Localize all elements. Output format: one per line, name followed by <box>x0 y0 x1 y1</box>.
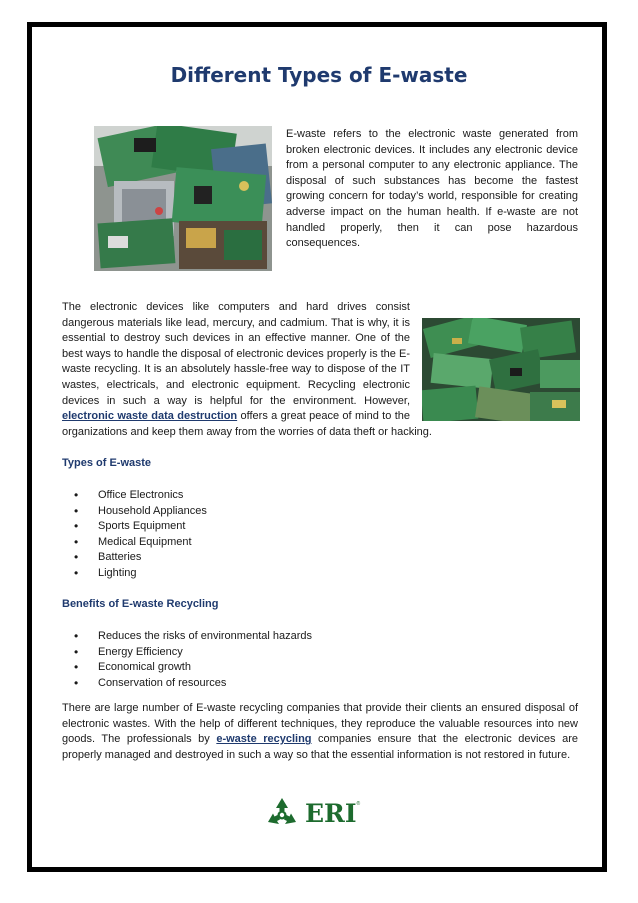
list-item: • Office Electronics <box>62 488 207 504</box>
types-list <box>62 488 207 582</box>
list-item: • Economical growth <box>62 660 312 676</box>
e-waste-recycling-link[interactable]: e-waste recycling <box>216 733 312 746</box>
list-item: • Household Appliances <box>62 504 207 520</box>
electronic-waste-data-destruction-link[interactable]: electronic waste data destruction <box>62 410 238 423</box>
benefits-list <box>62 629 312 691</box>
body-paragraph-companies: There are large number of E-waste recycling companies that provide their clients an ensured disposal of electronic wastes. With the help of different techniques, they reproduce the valuable resources into new goods. The professionals by e-waste recycling companies ensure that the electronic devices are properly managed and destroyed in such a way so that the essential information is not restored in future. <box>62 702 578 761</box>
types-heading: Types of E-waste <box>62 457 152 469</box>
intro-paragraph: E-waste refers to the electronic waste generated from broken electronic devices. It includes any electronic device from a personal computer to any electronic appliance. The disposal of such substances has become the fastest growing concern for today’s world, responsible for creating adverse impact on the human health. If e-waste are not handled properly, then it can pose hazardous consequences. <box>286 128 578 250</box>
body-paragraph-materials: The electronic devices like computers and hard drives consist dangerous materials like lead, mercury, and cadmium. That is why, it is essential to destroy such devices in an effective manner. One of the best ways to handle the disposal of electronic devices properly is the E-waste recycling. It is an absolutely hassle-free way to dispose of the IT wastes, electricals, and electronic equipment. Recycling electronic devices in such a way is helpful for the environment. However, electronic waste data destruction offers a great peace of mind to the organizations and keep them away from the worries of data theft or hacking. <box>62 301 432 438</box>
list-item: • Medical Equipment <box>62 535 207 551</box>
logo-text: ERI <box>305 798 357 828</box>
list-item: • Conservation of resources <box>62 676 312 692</box>
recycle-icon <box>265 796 299 830</box>
list-item: • Energy Efficiency <box>62 645 312 661</box>
list-item: • Reduces the risks of environmental hazards <box>62 629 312 645</box>
list-item: • Lighting <box>62 566 207 582</box>
page-title: Different Types of E-waste <box>170 63 468 87</box>
e-waste-photo-circuit-boards <box>94 126 272 271</box>
eri-logo <box>265 793 365 833</box>
benefits-heading: Benefits of E-waste Recycling <box>62 598 219 610</box>
list-item: • Batteries <box>62 550 207 566</box>
trademark-mark: ® <box>356 801 361 807</box>
list-item: • Sports Equipment <box>62 519 207 535</box>
